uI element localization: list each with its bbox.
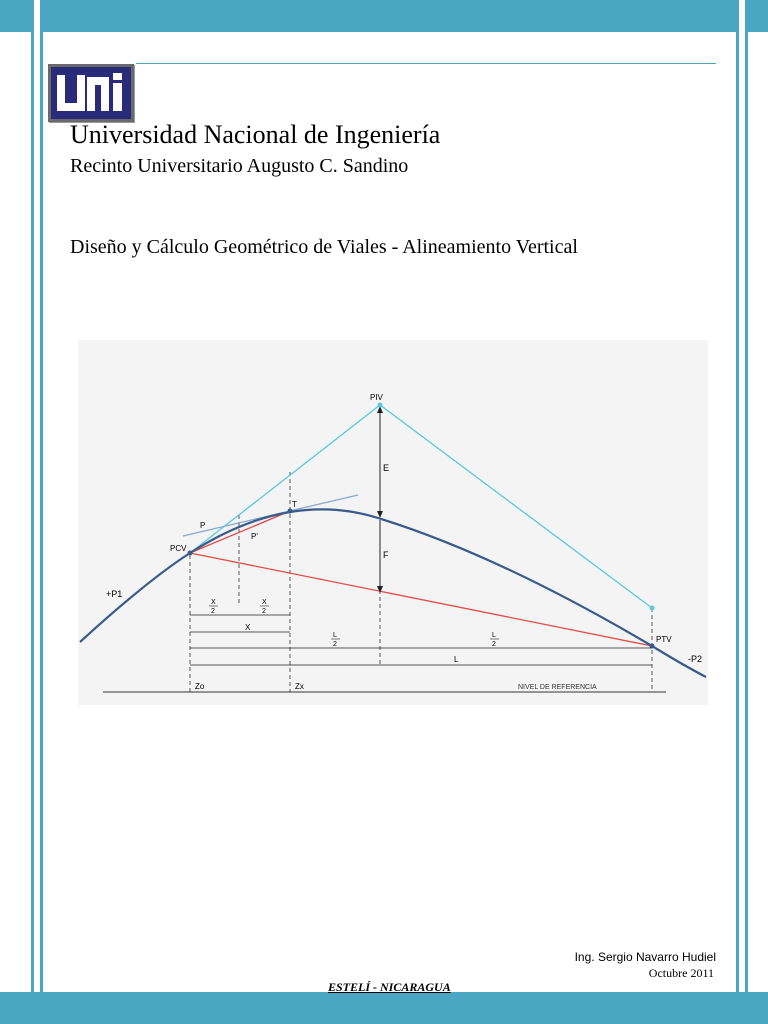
header-rule xyxy=(136,63,716,64)
ptv-label: PTV xyxy=(656,635,672,644)
half-l-num-1: L xyxy=(333,632,337,639)
ptv-tangent-end xyxy=(650,606,655,611)
top-band xyxy=(0,0,768,32)
p-prime-label: P' xyxy=(251,532,258,541)
piv-point xyxy=(378,403,383,408)
e-label: E xyxy=(383,463,390,473)
pcv-label: PCV xyxy=(170,544,187,553)
half-l-num-2: L xyxy=(492,632,496,639)
author-name: Ing. Sergio Navarro Hudiel xyxy=(574,950,716,964)
t-label: T xyxy=(292,500,297,509)
zo-label: Zo xyxy=(195,682,205,691)
f-label: F xyxy=(383,550,389,560)
pcv-point xyxy=(188,551,193,556)
left-border-line-inner xyxy=(40,0,43,1024)
half-x-den-2: 2 xyxy=(262,608,266,615)
logo-letter-i-dot xyxy=(113,73,122,80)
bottom-band xyxy=(0,992,768,1024)
p-label: P xyxy=(200,521,206,530)
university-logo xyxy=(48,64,134,122)
t-point xyxy=(288,509,293,514)
right-border-line xyxy=(745,0,748,1024)
vertical-curve-diagram xyxy=(78,340,708,705)
half-x-num-1: X xyxy=(211,599,216,606)
p1-label: +P1 xyxy=(106,589,123,599)
diagram-svg xyxy=(78,340,708,705)
publication-date: Octubre 2011 xyxy=(648,966,714,980)
l-label: L xyxy=(454,655,459,664)
logo-mark xyxy=(51,67,131,119)
piv-label: PIV xyxy=(370,393,383,402)
reference-level-label: NIVEL DE REFERENCIA xyxy=(518,684,597,691)
logo-letter-i xyxy=(113,83,122,111)
institution-title: Universidad Nacional de Ingeniería xyxy=(70,120,441,149)
p2-label: -P2 xyxy=(688,654,703,664)
location: ESTELÍ - NICARAGUA xyxy=(328,980,451,994)
half-l-den-2: 2 xyxy=(492,641,496,648)
campus-title: Recinto Universitario Augusto C. Sandino xyxy=(70,155,409,177)
half-l-den-1: 2 xyxy=(333,641,337,648)
half-x-num-2: X xyxy=(262,599,267,606)
zx-label: Zx xyxy=(295,682,304,691)
half-x-den-1: 2 xyxy=(211,608,215,615)
x-label: X xyxy=(245,623,251,632)
subject-title: Diseño y Cálculo Geométrico de Viales - Alineamiento Vertical xyxy=(70,236,578,258)
